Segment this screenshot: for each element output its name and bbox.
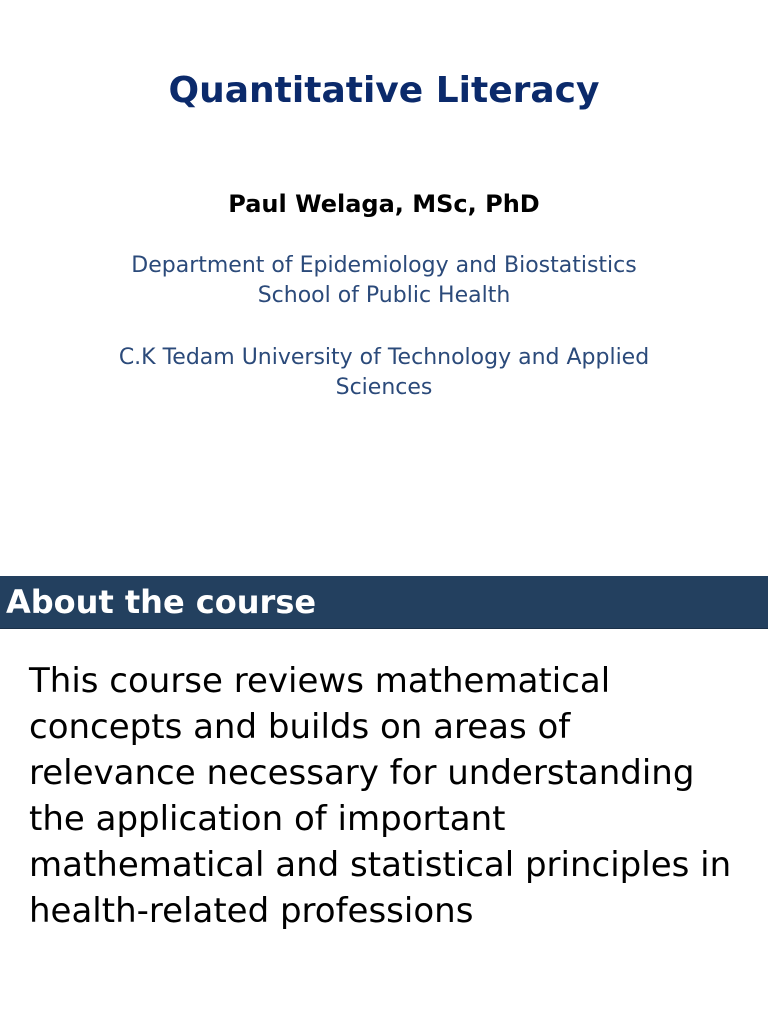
department-line: Department of Epidemiology and Biostatistics [131, 253, 637, 278]
description-line: health-related professions [29, 891, 474, 931]
department-affiliation [30, 251, 738, 311]
section-header-bar [0, 576, 768, 629]
description-line: relevance necessary for understanding [29, 753, 695, 793]
description-line: This course reviews mathematical [29, 661, 611, 701]
about-slide [0, 576, 768, 1024]
university-affiliation [30, 343, 738, 403]
description-line: mathematical and statistical principles in [29, 845, 732, 885]
slide-title: Quantitative Literacy [168, 70, 600, 111]
university-line: C.K Tedam University of Technology and Applied [118, 345, 650, 370]
section-heading: About the course [6, 583, 317, 621]
university-line-continued: Sciences [335, 375, 433, 400]
course-description [29, 658, 749, 934]
description-line: the application of important [29, 799, 506, 839]
school-line: School of Public Health [257, 283, 511, 308]
description-line: concepts and builds on areas of [29, 707, 571, 747]
author-name: Paul Welaga, MSc, PhD [228, 190, 540, 218]
